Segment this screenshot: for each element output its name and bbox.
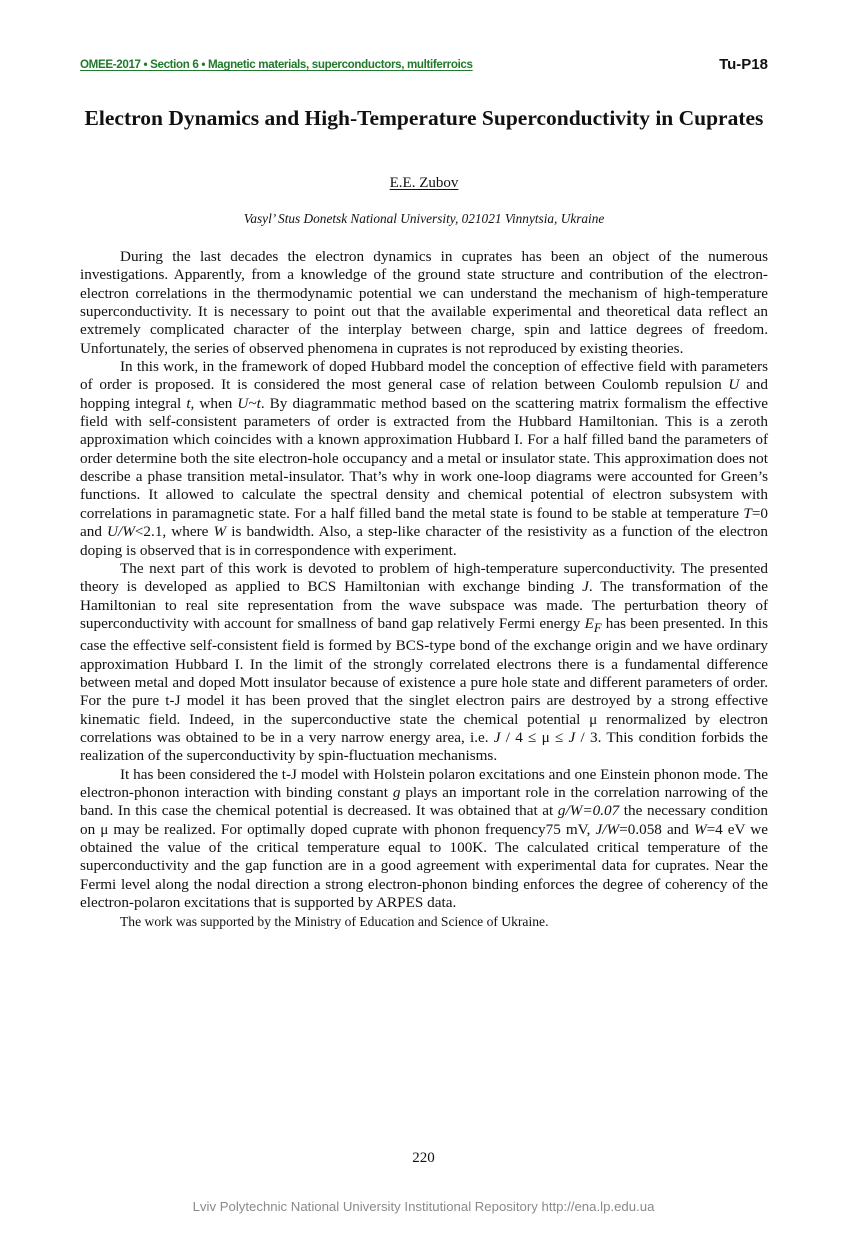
symbol-J: J bbox=[582, 578, 589, 596]
symbol-W: W bbox=[213, 523, 227, 541]
author-affiliation: Vasyl’ Stus Donetsk National University, 021021 Vinnytsia, Ukraine bbox=[243, 211, 605, 226]
formula-J-upper: J bbox=[568, 728, 576, 746]
paragraph-hubbard-model: In this work, in the framework of doped Hubbard model the conception of effective field with parameters of order is proposed. It is considered the most general case of relation between Coulomb repulsion U and hopping integral t, when U~t. By diagrammatic method based on the scattering matrix formalism the effective field with self-consistent parameters of order is extracted from the Hubbard Hamiltonian. This is a zeroth approximation which coincides with a known approximation Hubbard I. For a half filled band the parameters of order determine both the site electron-hole occupancy and a metal or insulator state. This approximation does not describe a phase transition metal-insulator. That’s why in work one-loop diagrams were accounted for Green’s functions. It allowed to calculate the spectral density and chemical potential of electron subsystem with correlations in paramagnetic state. For a half filled band the metal state is found to be stable at temperature T=0 and U/W<2.1, where W is bandwidth. Also, a step-like character of the resistivity as a function of the electron doping is observed that is in correspondence with experiment. bbox=[80, 358, 769, 559]
running-header bbox=[80, 58, 768, 78]
formula-J-lower: J bbox=[493, 728, 501, 746]
abstract-body bbox=[80, 248, 768, 931]
formula-g-over-W: g/W=0.07 bbox=[557, 802, 620, 820]
symbol-U-approx-t: U~t bbox=[237, 394, 261, 412]
symbol-W-2: W bbox=[693, 820, 707, 838]
conference-section-header: OMEE-2017 • Section 6 • Magnetic materials, superconductors, multiferroics bbox=[80, 58, 473, 71]
formula-inequality: / 4 ≤ μ ≤ bbox=[500, 728, 569, 746]
author-line bbox=[80, 175, 768, 192]
symbol-U-over-W: U/W bbox=[107, 523, 135, 541]
paper-code: Tu-P18 bbox=[719, 56, 768, 73]
formula-denominator: / 3 bbox=[575, 728, 598, 746]
page-number: 220 bbox=[412, 1150, 435, 1166]
symbol-F-subscript: F bbox=[593, 620, 602, 635]
symbol-E: E bbox=[584, 614, 594, 632]
symbol-t: t, bbox=[186, 394, 195, 412]
author-name: E.E. Zubov bbox=[389, 175, 459, 191]
repository-footer: Lviv Polytechnic National University Institutional Repository http://ena.lp.edu.ua bbox=[192, 1199, 655, 1214]
paragraph-polaron: It has been considered the t-J model with Holstein polaron excitations and one Einstein phonon mode. The electron-phonon interaction with binding constant g plays an important role in the correlation narrowing of the band. In this case the chemical potential is decreased. It was obtained that at g/W=0.07 the necessary condition on μ may be realized. For optimally doped cuprate with phonon frequency75 mV, J/W=0.058 and W=4 eV we obtained the value of the critical temperature equal to 100K. The calculated critical temperature of the superconductivity and the gap function are in a good agreement with experimental data for cuprates. Near the Fermi level along the nodal direction a strong electron-phonon binding enforces the degree of coherency of the electron-polaron excitations that is supported by ARPES data. bbox=[80, 765, 768, 912]
paper-title: Electron Dynamics and High-Temperature Superconductivity in Cuprates bbox=[84, 106, 764, 130]
symbol-T: T bbox=[743, 504, 752, 522]
symbol-g: g bbox=[392, 784, 401, 801]
paragraph-superconductivity: The next part of this work is devoted to problem of high-temperature superconductivity. The presented theory is developed as applied to BCS Hamiltonian with exchange binding J. The transformation of the Hamiltonian to real site representation from the wave subspace was made. The perturbation theory of superconductivity with account for smallness of band gap relatively Fermi energy $E_F$ has been presented. In this case the effective self-consistent field is formed by BCS-type bond of the exchange origin and we have ordinary approximation Hubbard I. In the limit of the strongly correlated electrons there is a fundamental difference between metal and doped Mott insulator because of existence a pure hole state and different parameters of order. For the pure t-J model it has been proved that the singlet electron pairs are destroyed by a strong effective kinematic field. Indeed, in the superconductive state the chemical potential μ renormalized by electron correlations was obtained to be in a very narrow energy area, i.e. J / 4 ≤ μ ≤ J / 3. This condition forbids the realization of the superconductivity by spin-fluctuation mechanisms. bbox=[80, 559, 768, 765]
symbol-J-over-W: J/W bbox=[595, 820, 620, 838]
acknowledgement: The work was supported by the Ministry of Education and Science of Ukraine. bbox=[120, 914, 549, 930]
paragraph-intro: During the last decades the electron dynamics in cuprates has been an object of the numerous investigations. Apparently, from a knowledge of the ground state structure and contribution of the electron-electron correlations in the thermodynamic potential we can understand the mechanism of high-temperature superconductivity. It is necessary to point out that the available experimental and theoretical data reflect an extremely complicated character of the interplay between charge, spin and lattice degrees of freedom. Unfortunately, the series of observed phenomena in cuprates is not reproduced by existing theories. bbox=[80, 248, 768, 357]
symbol-U: U bbox=[728, 376, 740, 394]
